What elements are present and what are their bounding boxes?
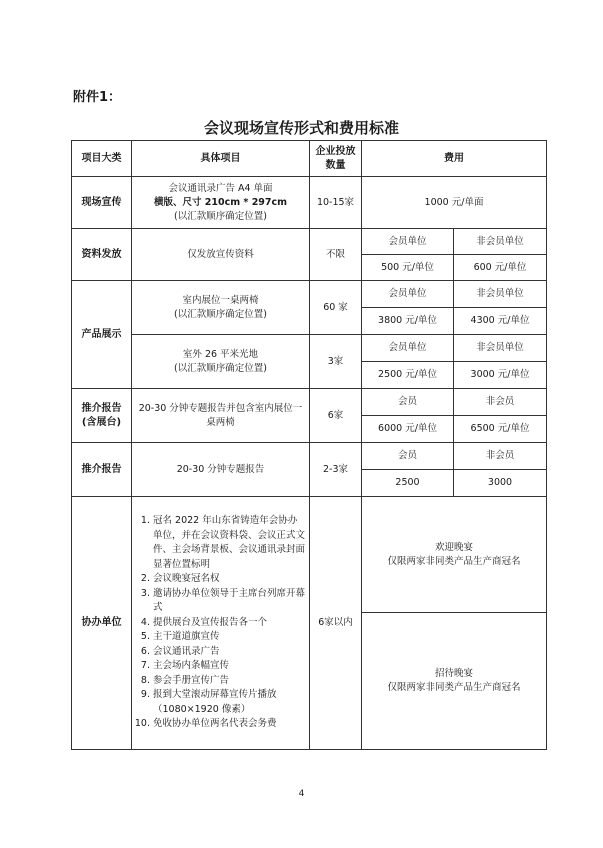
fee-label-cell: 会员单位 xyxy=(362,335,454,362)
quota-cell: 60 家 xyxy=(310,281,362,335)
item-cell xyxy=(132,335,310,389)
banquet-note: 仅限两家非同类产品生产商冠名 xyxy=(387,682,521,693)
fee-value-cell: 6000 元/单位 xyxy=(362,416,454,443)
fee-label-cell: 非会员 xyxy=(454,389,547,416)
item-cell xyxy=(132,497,310,750)
quota-cell: 不限 xyxy=(310,229,362,281)
header-row xyxy=(72,141,547,177)
quota-cell: 2-3家 xyxy=(310,443,362,497)
quota-cell: 10-15家 xyxy=(310,177,362,229)
header-fee: 费用 xyxy=(362,141,547,177)
fee-value-cell: 3000 元/单位 xyxy=(454,362,547,389)
document-title: 会议现场宣传形式和费用标准 xyxy=(203,119,399,137)
quota-cell: 6家以内 xyxy=(310,497,362,750)
item-cell xyxy=(132,177,310,229)
banquet-cell xyxy=(362,613,547,750)
table-row xyxy=(72,229,547,255)
item-cell: 20-30 分钟专题报告并包含室内展位一桌两椅 xyxy=(132,389,310,443)
fee-label-cell: 非会员 xyxy=(454,443,547,470)
header-item: 具体项目 xyxy=(132,141,310,177)
page-number: 4 xyxy=(298,789,305,799)
item-text: (以汇款顺序确定位置) xyxy=(174,210,267,222)
list-item: 1. 冠名 2022 年山东省铸造年会协办单位，并在会议资料袋、会议正式文件、主会场背景板、会议通讯录封面显著位置标明 xyxy=(153,514,306,572)
list-item: 6. 会议通讯录广告 xyxy=(153,645,306,660)
table-row xyxy=(72,335,547,362)
list-item: 7. 主会场内条幅宣传 xyxy=(153,659,306,674)
item-text: 室外 26 平米光地 xyxy=(182,348,259,360)
banquet-title: 欢迎晚宴 xyxy=(434,541,473,553)
fee-value-cell: 600 元/单位 xyxy=(454,255,547,281)
fee-label-cell: 会员单位 xyxy=(362,229,454,255)
table-row xyxy=(72,177,547,229)
quota-cell: 6家 xyxy=(310,389,362,443)
category-cell: 推介报告 xyxy=(72,443,132,497)
fee-cell: 1000 元/单面 xyxy=(362,177,547,229)
header-category: 项目大类 xyxy=(72,141,132,177)
item-cell: 仅发放宣传资料 xyxy=(132,229,310,281)
quota-cell: 3家 xyxy=(310,335,362,389)
fee-value-cell: 4300 元/单位 xyxy=(454,308,547,335)
category-text: (含展台) xyxy=(81,416,122,428)
fee-label-cell: 非会员单位 xyxy=(454,335,547,362)
banquet-note: 仅限两家非同类产品生产商冠名 xyxy=(387,555,521,567)
fee-label-cell: 非会员单位 xyxy=(454,281,547,308)
item-cell: 20-30 分钟专题报告 xyxy=(132,443,310,497)
item-text: 横版、尺寸 210cm * 297cm xyxy=(153,196,288,208)
fee-value-cell: 2500 元/单位 xyxy=(362,362,454,389)
item-cell xyxy=(132,281,310,335)
fee-label-cell: 会员单位 xyxy=(362,281,454,308)
fee-label-cell: 会员 xyxy=(362,443,454,470)
category-cell: 现场宣传 xyxy=(72,177,132,229)
fee-value-cell: 2500 xyxy=(362,470,454,497)
fee-value-cell: 6500 元/单位 xyxy=(454,416,547,443)
list-item: 9. 报到大堂滚动屏幕宣传片播放（1080×1920 像素） xyxy=(153,688,306,717)
list-item: 10. 免收协办单位两名代表会务费 xyxy=(153,717,306,732)
item-text: 室内展位一桌两椅 xyxy=(182,294,259,306)
table-row xyxy=(72,389,547,416)
fee-label-cell: 会员 xyxy=(362,389,454,416)
category-cell: 协办单位 xyxy=(72,497,132,750)
fee-value-cell: 3800 元/单位 xyxy=(362,308,454,335)
list-item: 8. 参会手册宣传广告 xyxy=(153,674,306,689)
item-text: (以汇款顺序确定位置) xyxy=(174,308,267,320)
list-item: 3. 邀请协办单位领导于主席台列席开幕式 xyxy=(153,587,306,616)
table-row xyxy=(72,281,547,308)
list-item: 5. 主干道道旗宣传 xyxy=(153,630,306,645)
header-quota: 企业投放数量 xyxy=(310,141,362,177)
list-item: 4. 提供展台及宣传报告各一个 xyxy=(153,616,306,631)
banquet-title: 招待晚宴 xyxy=(434,668,473,679)
item-text: (以汇款顺序确定位置) xyxy=(174,362,267,374)
fee-value-cell: 500 元/单位 xyxy=(362,255,454,281)
benefit-list xyxy=(135,514,306,732)
banquet-cell xyxy=(362,497,547,613)
item-text: 会议通讯录广告 A4 单面 xyxy=(168,182,273,194)
fee-value-cell: 3000 xyxy=(454,470,547,497)
category-text: 推介报告 xyxy=(81,402,122,414)
category-cell: 资料发放 xyxy=(72,229,132,281)
category-cell xyxy=(72,389,132,443)
table-row xyxy=(72,443,547,470)
fee-table xyxy=(71,140,547,750)
category-cell: 产品展示 xyxy=(72,281,132,389)
attachment-label: 附件1： xyxy=(73,90,122,105)
list-item: 2. 会议晚宴冠名权 xyxy=(153,572,306,587)
table-row xyxy=(72,497,547,613)
fee-label-cell: 非会员单位 xyxy=(454,229,547,255)
